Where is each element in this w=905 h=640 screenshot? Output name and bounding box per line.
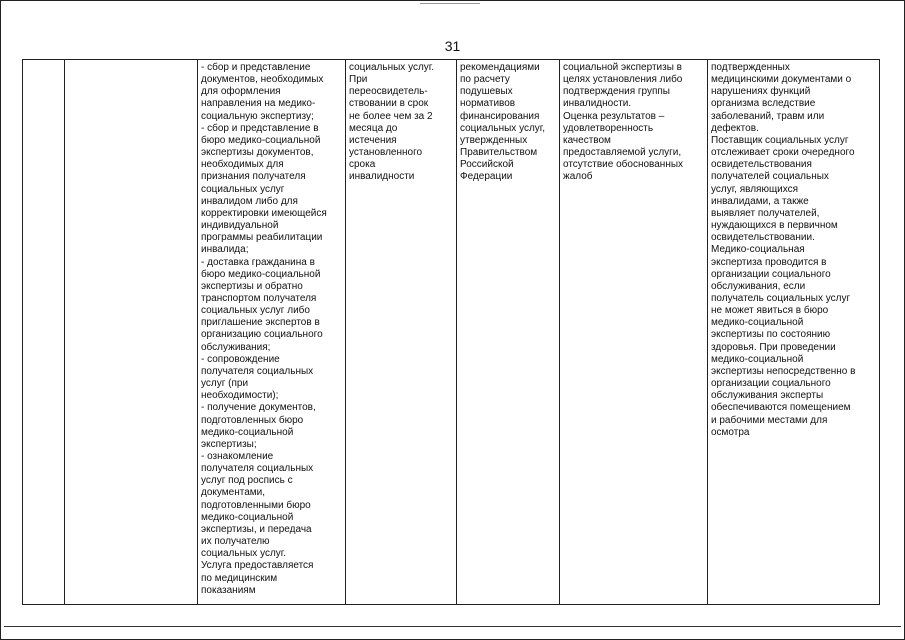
cell-number xyxy=(23,60,65,605)
cell-service-name xyxy=(65,60,198,605)
cell-service-cost: рекомендациями по расчету подушевых нормативов финансирования социальных услуг, утвержденных Правительством Российской Федерации xyxy=(457,60,560,605)
cell-service-description: - сбор и представление документов, необходимых для оформления направления на медико- социальную экспертизу; - сбор и представление в бюро медико-социальной экспертизы документов, необходимых для признания получателя социальных услуг инвалидом либо для корректировки имеющейся индивидуальной программы реабилитации инвалида; - доставка гражданина в бюро медико-социальной экспертизы и обратно транспортом получателя социальных услуг либо приглашение экспертов в организацию социального обслуживания; - сопровождение получателя социальных услуг (при необходимости); - получение документов, подготовленных бюро медико-социальной экспертизы; - ознакомление получателя социальных услуг под роспись с документами, подготовленными бюро медико-социальной экспертизы, и передача их получателю социальных услуг. Услуга предоставляется по медицинским показаниям xyxy=(198,60,346,605)
services-table xyxy=(22,59,880,605)
scan-artifact-line xyxy=(420,3,480,4)
table-row xyxy=(23,60,880,605)
cell-conditions: подтвержденных медицинскими документами о нарушениях функций организма вследствие заболеваний, травм или дефектов. Поставщик социальных услуг отслеживает сроки очередного освидетельствования получателей социальных услуг, являющихся инвалидами, а также выявляет получателей, нуждающихся в первичном освидетельствовании. Медико-социальная экспертиза проводится в организации социального обслуживания, если получатель социальных услуг не может явиться в бюро медико-социальной экспертизы по состоянию здоровья. При проведении медико-социальной экспертизы непосредственно в организации социального обслуживания эксперты обеспечиваются помещением и рабочими местами для осмотра xyxy=(708,60,880,605)
cell-service-term: социальных услуг. При переосвидетель- ствовании в срок не более чем за 2 месяца до истечения установленного срока инвалидности xyxy=(346,60,457,605)
bottom-rule xyxy=(4,626,901,627)
page-number: 31 xyxy=(444,38,461,54)
cell-quality-indicators: социальной экспертизы в целях установления либо подтверждения группы инвалидности. Оценка результатов – удовлетворенность качеством предоставляемой услуги, отсутствие обоснованных жалоб xyxy=(560,60,708,605)
